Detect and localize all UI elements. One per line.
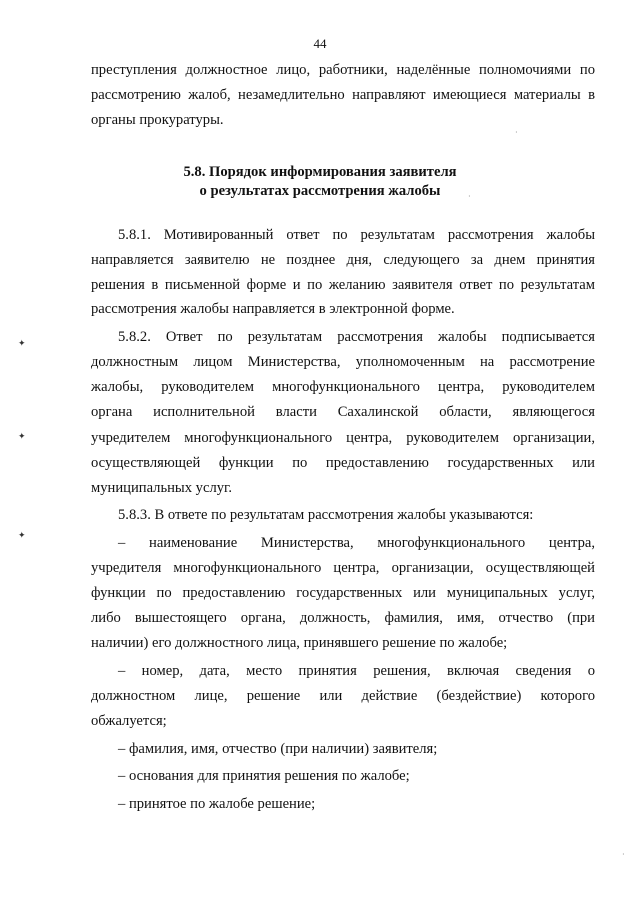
- paragraph-582-line: муниципальных услуг.: [91, 480, 233, 496]
- intro-line: преступления должностное лицо, работники, наделённые полномочиями по: [91, 62, 595, 78]
- paragraph-582-line: органа исполнительной власти Сахалинской области, являющегося: [91, 404, 595, 420]
- list-item-3: – фамилия, имя, отчество (при наличии) заявителя;: [118, 741, 438, 757]
- intro-line: рассмотрению жалоб, незамедлительно направляют имеющиеся материалы в: [91, 87, 595, 103]
- list-item-4: – основания для принятия решения по жалобе;: [118, 768, 410, 784]
- paragraph-582-line: должностным лицом Министерства, уполномоченным на рассмотрение: [91, 354, 595, 370]
- scan-speck: ·: [622, 850, 625, 859]
- paragraph-582-line: учредителем многофункционального центра, руководителем организации,: [91, 430, 595, 446]
- paragraph-582-line: жалобы, руководителем многофункционального центра, руководителем: [91, 379, 595, 395]
- margin-mark: ✦: [18, 431, 26, 441]
- scan-speck: ·: [515, 128, 518, 137]
- paragraph-581-line: направляется заявителю не позднее дня, следующего за днем принятия: [91, 252, 595, 268]
- list-item-2-line: должностном лице, решение или действие (бездействие) которого: [91, 688, 595, 704]
- paragraph-582-line: 5.8.2. Ответ по результатам рассмотрения жалобы подписывается: [118, 329, 595, 345]
- list-item-1-line: наличии) его должностного лица, принявшего решение по жалобе;: [91, 635, 508, 651]
- paragraph-583: 5.8.3. В ответе по результатам рассмотрения жалобы указываются:: [118, 507, 534, 523]
- list-item-1-line: – наименование Министерства, многофункционального центра,: [118, 535, 595, 551]
- paragraph-581-line: 5.8.1. Мотивированный ответ по результатам рассмотрения жалобы: [118, 227, 595, 243]
- paragraph-582-line: осуществляющей функции по предоставлению государственных или: [91, 455, 595, 471]
- list-item-1-line: учредителя многофункционального центра, организации, осуществляющей: [91, 560, 595, 576]
- page-number: 44: [313, 36, 327, 51]
- paragraph-581-line: рассмотрения жалобы направляется в электронной форме.: [91, 301, 455, 317]
- paragraph-581-line: решения в письменной форме и по желанию заявителя ответ по результатам: [91, 277, 595, 293]
- margin-mark: ✦: [18, 530, 26, 540]
- section-heading-line-1: 5.8. Порядок информирования заявителя: [183, 164, 457, 180]
- scan-speck: ·: [468, 192, 471, 201]
- list-item-2-line: обжалуется;: [91, 713, 167, 729]
- margin-mark: ✦: [18, 338, 26, 348]
- list-item-1-line: либо вышестоящего органа, должность, фамилия, имя, отчество (при: [91, 610, 595, 626]
- section-heading-line-2: о результатах рассмотрения жалобы: [199, 183, 441, 199]
- list-item-5: – принятое по жалобе решение;: [118, 796, 316, 812]
- list-item-1-line: функции по предоставлению государственных или муниципальных услуг,: [91, 585, 595, 601]
- list-item-2-line: – номер, дата, место принятия решения, включая сведения о: [118, 663, 595, 679]
- intro-line: органы прокуратуры.: [91, 112, 224, 128]
